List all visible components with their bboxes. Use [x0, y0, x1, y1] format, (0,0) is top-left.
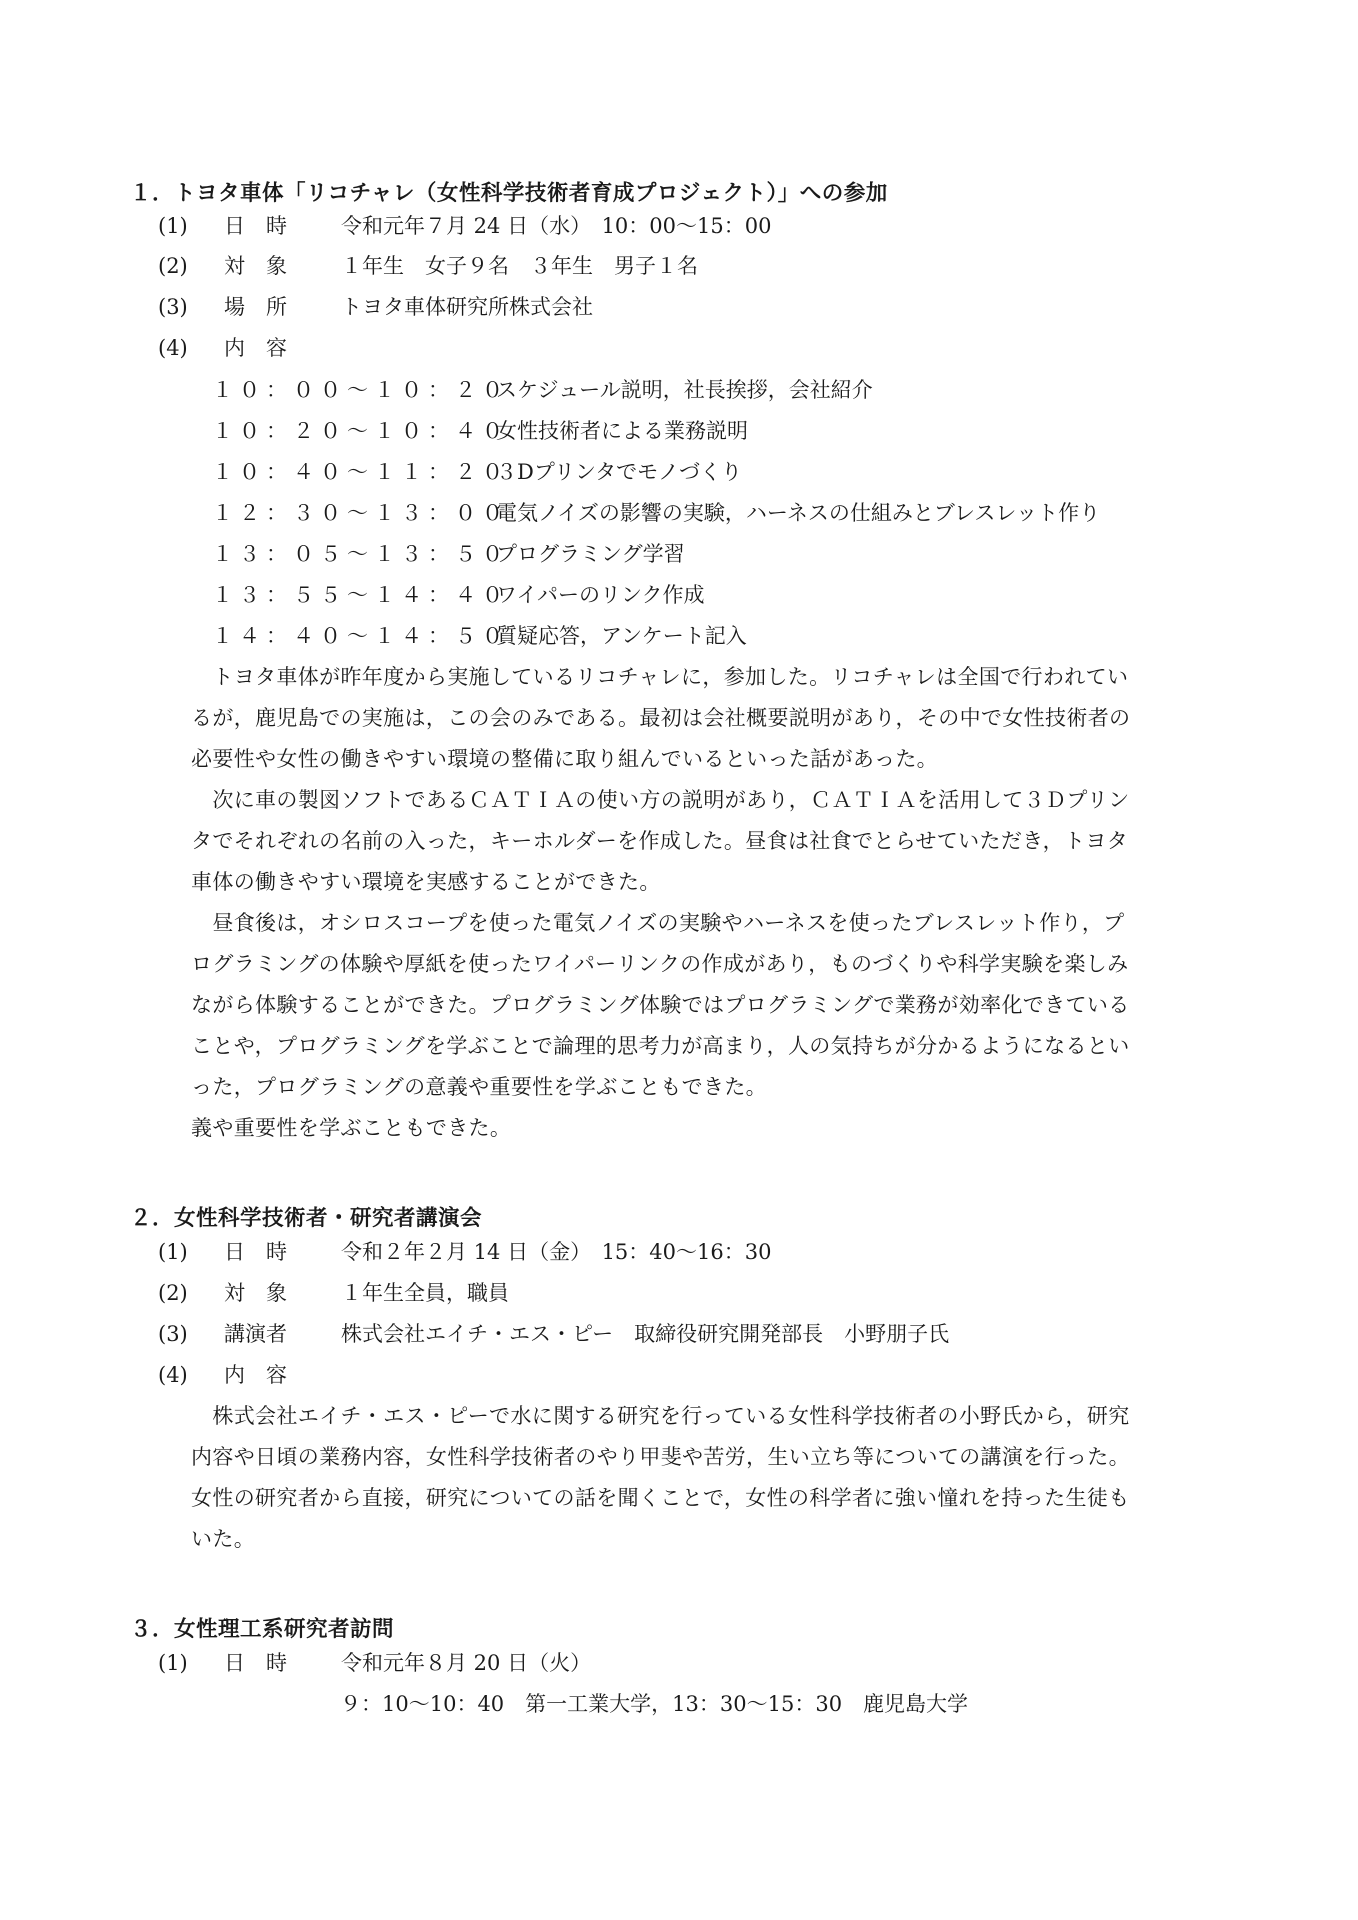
section-1-paragraph-line: 車体の働きやすい環境を実感することができた。: [191, 870, 661, 894]
schedule-desc: ワイパーのリンク作成: [496, 583, 705, 607]
item-label: 対 象: [224, 254, 287, 278]
schedule-row: [212, 380, 873, 401]
item-label: 日 時: [224, 214, 287, 238]
schedule-desc: スケジュール説明，社長挨拶，会社紹介: [496, 378, 873, 402]
section-1-paragraph-line: るが，鹿児島での実施は，この会のみである。最初は会社概要説明があり，その中で女性技術者の: [191, 706, 1131, 730]
schedule-row: [212, 462, 742, 483]
section-1-paragraph-line: 義や重要性を学ぶこともできた。: [191, 1116, 512, 1140]
section-1-item-3: [158, 297, 593, 318]
item-number: (1): [158, 214, 188, 238]
item-value: １年生 女子９名 ３年生 男子１名: [341, 254, 698, 278]
schedule-desc: プログラミング学習: [496, 542, 685, 566]
section-1-paragraph-line: ながら体験することができた。プログラミング体験ではプログラミングで業務が効率化できている: [191, 993, 1130, 1017]
section-1-paragraph-line: ログラミングの体験や厚紙を使ったワイパーリンクの作成があり，ものづくりや科学実験を楽しみ: [191, 952, 1129, 976]
section-2-paragraph-line: 女性の研究者から直接，研究についての話を聞くことで，女性の科学者に強い憧れを持った生徒も: [191, 1486, 1130, 1510]
item-label: 内 容: [224, 1363, 287, 1387]
item-label: 講演者: [224, 1322, 287, 1346]
item-number: (4): [158, 336, 188, 360]
schedule-row: [212, 503, 1100, 524]
schedule-time: １０：４０〜１１：２０: [212, 460, 509, 484]
section-2-paragraph-line: 株式会社エイチ・エス・ピーで水に関する研究を行っている女性科学技術者の小野氏から，研究: [191, 1404, 1130, 1428]
section-2-paragraph-line: 内容や日頃の業務内容，女性科学技術者のやり甲斐や苦労，生い立ち等についての講演を行った。: [191, 1445, 1130, 1469]
schedule-desc: 質疑応答，アンケート記入: [496, 624, 747, 648]
schedule-time: １３：５５〜１４：４０: [212, 583, 509, 607]
item-label: 日 時: [224, 1651, 287, 1675]
section-1-paragraph-line: 必要性や女性の働きやすい環境の整備に取り組んでいるといった話があった。: [191, 747, 939, 771]
section-1-paragraph-line: 昼食後は，オシロスコープを使った電気ノイズの実験やハーネスを使ったブレスレット作り，プ: [191, 911, 1125, 935]
section-1-paragraph-line: タでそれぞれの名前の入った，キーホルダーを作成した。昼食は社食でとらせていただき，トヨタ: [191, 829, 1129, 853]
item-number: (2): [158, 1281, 188, 1305]
schedule-time: １２：３０〜１３：００: [212, 501, 509, 525]
schedule-row: [212, 421, 748, 442]
schedule-time: １３：０５〜１３：５０: [212, 542, 509, 566]
item-value: 令和元年８月 20 日（火）: [341, 1651, 592, 1675]
item-number: (3): [158, 1322, 188, 1346]
item-value: 株式会社エイチ・エス・ピー 取締役研究開発部長 小野朋子氏: [341, 1322, 950, 1346]
section-1-item-4: [158, 338, 341, 359]
item-number: (1): [158, 1240, 188, 1264]
section-3-item-1: [158, 1653, 591, 1674]
schedule-time: １０：２０〜１０：４０: [212, 419, 509, 443]
section-1-item-1: [158, 216, 771, 237]
section-3-extra-line: ９：10〜10：40 第一工業大学，13：30〜15：30 鹿児島大学: [340, 1692, 969, 1716]
schedule-desc: 女性技術者による業務説明: [496, 419, 748, 443]
item-value: 令和元年７月 24 日（水） 10：00〜15：00: [341, 214, 772, 238]
schedule-desc: ３Dプリンタでモノづくり: [496, 460, 742, 484]
schedule-time: １０：００〜１０：２０: [212, 378, 509, 402]
item-value: 令和２年２月 14 日（金） 15：40〜16：30: [341, 1240, 772, 1264]
section-2-paragraph-line: いた。: [191, 1527, 256, 1551]
section-1-item-2: [158, 256, 698, 277]
section-2-heading: ２．女性科学技術者・研究者講演会: [130, 1206, 483, 1231]
item-number: (1): [158, 1651, 188, 1675]
section-2-item-4: [158, 1365, 341, 1386]
item-label: 日 時: [224, 1240, 287, 1264]
item-value: １年生全員，職員: [341, 1281, 509, 1305]
section-1-paragraph-line: トヨタ車体が昨年度から実施しているリコチャレに，参加した。リコチャレは全国で行われてい: [191, 665, 1129, 689]
section-2-item-1: [158, 1242, 771, 1263]
item-label: 場 所: [224, 295, 287, 319]
item-number: (3): [158, 295, 188, 319]
schedule-row: [212, 544, 685, 565]
schedule-time: １４：４０〜１４：５０: [212, 624, 509, 648]
schedule-desc: 電気ノイズの影響の実験，ハーネスの仕組みとブレスレット作り: [496, 501, 1101, 525]
schedule-row: [212, 626, 747, 647]
section-3-heading: ３．女性理工系研究者訪問: [130, 1617, 395, 1642]
section-1-paragraph-line: ことや，プログラミングを学ぶことで論理的思考力が高まり，人の気持ちが分かるようになるとい: [191, 1034, 1130, 1058]
section-1-paragraph-line: った，プログラミングの意義や重要性を学ぶこともできた。: [191, 1075, 768, 1099]
item-number: (4): [158, 1363, 188, 1387]
item-number: (2): [158, 254, 188, 278]
section-2-item-2: [158, 1283, 509, 1304]
item-label: 内 容: [224, 336, 287, 360]
item-label: 対 象: [224, 1281, 287, 1305]
schedule-row: [212, 585, 705, 606]
section-2-item-3: [158, 1324, 949, 1345]
item-value: トヨタ車体研究所株式会社: [341, 295, 593, 319]
section-1-paragraph-line: 次に車の製図ソフトであるＣＡＴＩＡの使い方の説明があり，ＣＡＴＩＡを活用して３Ｄプリン: [191, 788, 1130, 812]
section-1-heading: １．トヨタ車体「リコチャレ（女性科学技術者育成プロジェクト）」への参加: [130, 181, 888, 206]
